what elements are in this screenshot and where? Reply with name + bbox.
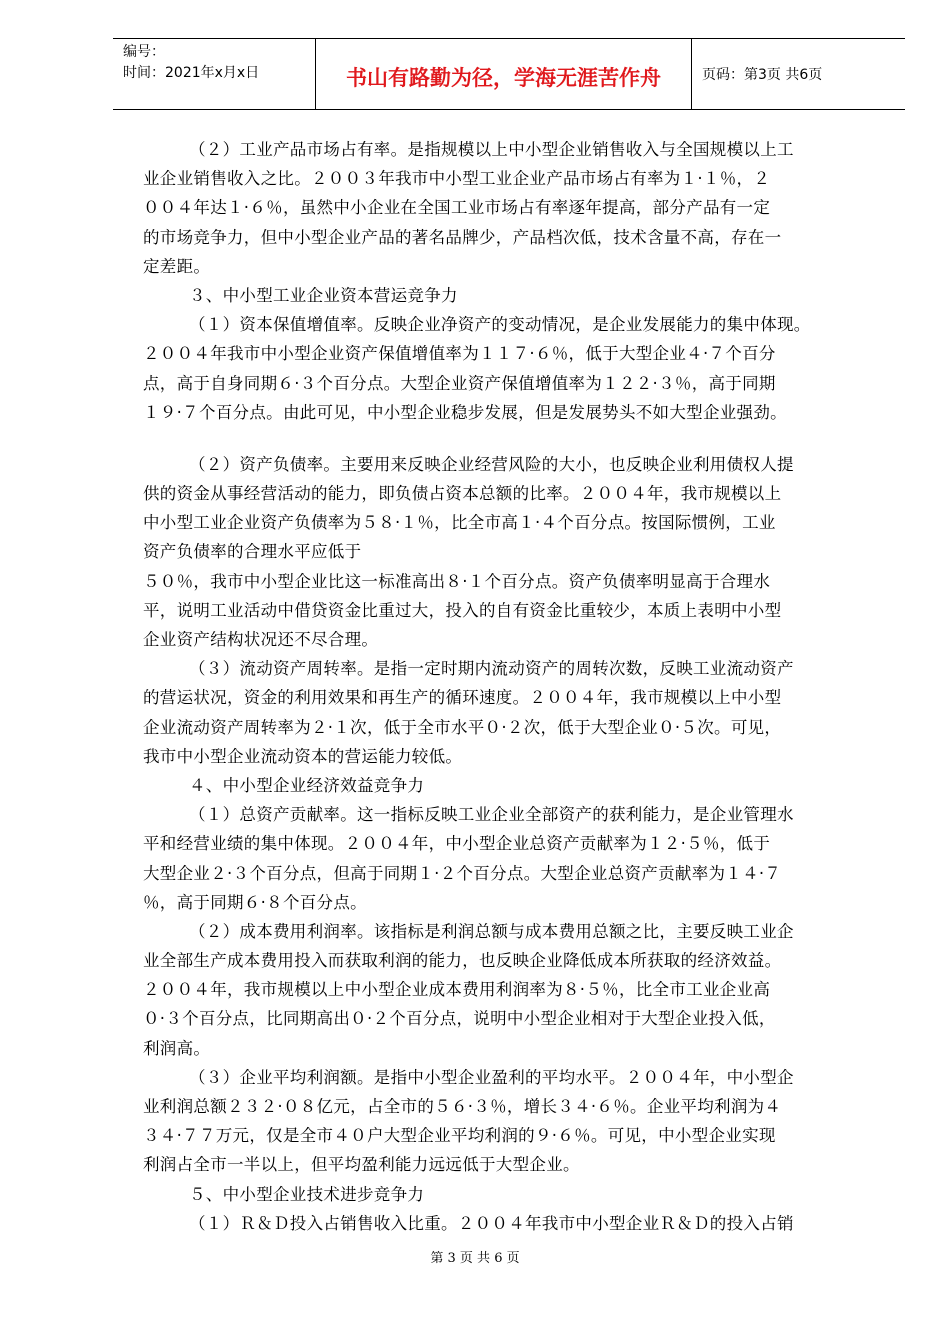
page-label: 页码：第3页 共6页 [702, 67, 823, 83]
paragraph-line: ００４年达１·６％，虽然中小企业在全国工业市场占有率逐年提高，部分产品有一定 [143, 198, 771, 218]
paragraph-line: 平，说明工业活动中借贷资金比重过大，投入的自有资金比重较少，本质上表明中小型 [143, 600, 782, 620]
paragraph-line: １９·７个百分点。由此可见，中小型企业稳步发展，但是发展势头不如大型企业强劲。 [143, 402, 787, 422]
motto-text: 书山有路勤为径，学海无涯苦作舟 [346, 66, 661, 90]
paragraph-line: ％，高于同期６·８个百分点。 [143, 892, 367, 912]
paragraph-first-line: ３、中小型工业企业资本营运竞争力 [189, 285, 458, 305]
paragraph-line: 中小型工业企业资产负债率为５８·１％，比全市高１·４个百分点。按国际惯例，工业 [143, 513, 776, 533]
paragraph-first-line: （１）资本保值增值率。反映企业净资产的变动情况，是企业发展能力的集中体现。 [189, 315, 811, 335]
paragraph-line: 业企业销售收入之比。２００３年我市中小型工业企业产品市场占有率为１·１％，２ [143, 169, 771, 189]
header-page-cell [692, 39, 905, 109]
paragraph-first-line: ５、中小型企业技术进步竞争力 [189, 1184, 425, 1204]
time-label: 时间：2021年x月x日 [123, 65, 260, 81]
paragraph-line: 资产负债率的合理水平应低于 [143, 542, 362, 562]
paragraph-line: 大型企业２·３个百分点，但高于同期１·２个百分点。大型企业总资产贡献率为１４·７ [143, 863, 782, 883]
paragraph-line: ２００４年我市中小型企业资产保值增值率为１１７·６％，低于大型企业４·７个百分 [143, 344, 776, 364]
paragraph-line: 我市中小型企业流动资本的营运能力较低。 [143, 746, 463, 766]
paragraph-line: 企业资产结构状况还不尽合理。 [143, 630, 379, 649]
paragraph-line: 利润占全市一半以上，但平均盈利能力远远低于大型企业。 [143, 1155, 580, 1175]
paragraph-first-line: （２）资产负债率。主要用来反映企业经营风险的大小，也反映企业利用债权人提 [189, 454, 794, 474]
paragraph-line: ３４·７７万元，仅是全市４０户大型企业平均利润的９·６％。可见，中小型企业实现 [143, 1126, 776, 1146]
paragraph-line: ２００４年，我市规模以上中小型企业成本费用利润率为８·５％，比全市工业企业高 [143, 980, 771, 1000]
paragraph-line: 供的资金从事经营活动的能力，即负债占资本总额的比率。２００４年，我市规模以上 [143, 484, 782, 504]
paragraph-first-line: （１）Ｒ＆Ｄ投入占销售收入比重。２００４年我市中小型企业Ｒ＆Ｄ的投入占销 [189, 1213, 794, 1233]
paragraph-first-line: （３）企业平均利润额。是指中小型企业盈利的平均水平。２００４年，中小型企 [189, 1067, 794, 1087]
paragraph-first-line: （２）成本费用利润率。该指标是利润总额与成本费用总额之比，主要反映工业企 [189, 921, 794, 941]
paragraph-line: ５０％，我市中小型企业比这一标准高出８·１个百分点。资产负债率明显高于合理水 [143, 571, 771, 591]
paragraph-line: 定差距。 [143, 256, 211, 276]
number-label: 编号： [123, 44, 165, 60]
paragraph-line: 平和经营业绩的集中体现。２００４年，中小型企业总资产贡献率为１２·５％，低于 [143, 834, 771, 854]
paragraph-line: 企业流动资产周转率为２·１次，低于全市水平０·２次，低于大型企业０·５次。可见， [143, 717, 782, 737]
paragraph-line: 利润高。 [143, 1038, 211, 1058]
document-header [113, 38, 905, 110]
paragraph-line: 业利润总额２３２·０８亿元，占全市的５６·３％，增长３４·６％。企业平均利润为４ [143, 1097, 782, 1116]
paragraph-line: 的营运状况，资金的利用效果和再生产的循环速度。２００４年，我市规模以上中小型 [143, 688, 782, 708]
paragraph-first-line: ４、中小型企业经济效益竞争力 [189, 775, 425, 795]
document-body [143, 135, 883, 1238]
paragraph-first-line: （１）总资产贡献率。这一指标反映工业企业全部资产的获利能力，是企业管理水 [189, 805, 794, 825]
paragraph-line: 点，高于自身同期６·３个百分点。大型企业资产保值增值率为１２２·３％，高于同期 [143, 373, 776, 393]
page-footer: 第 3 页 共 6 页 [430, 1251, 520, 1266]
paragraph-first-line: （３）流动资产周转率。是指一定时期内流动资产的周转次数，反映工业流动资产 [189, 659, 794, 679]
header-motto-cell [316, 39, 692, 109]
header-meta-cell [113, 39, 316, 109]
paragraph-line: 业全部生产成本费用投入而获取利润的能力，也反映企业降低成本所获取的经济效益。 [143, 951, 782, 971]
paragraph-line: 的市场竞争力，但中小型企业产品的著名品牌少，产品档次低，技术含量不高，存在一 [143, 227, 782, 247]
paragraph-line: ０·３个百分点，比同期高出０·２个百分点，说明中小型企业相对于大型企业投入低， [143, 1009, 776, 1029]
paragraph-first-line: （２）工业产品市场占有率。是指规模以上中小型企业销售收入与全国规模以上工 [189, 140, 794, 159]
